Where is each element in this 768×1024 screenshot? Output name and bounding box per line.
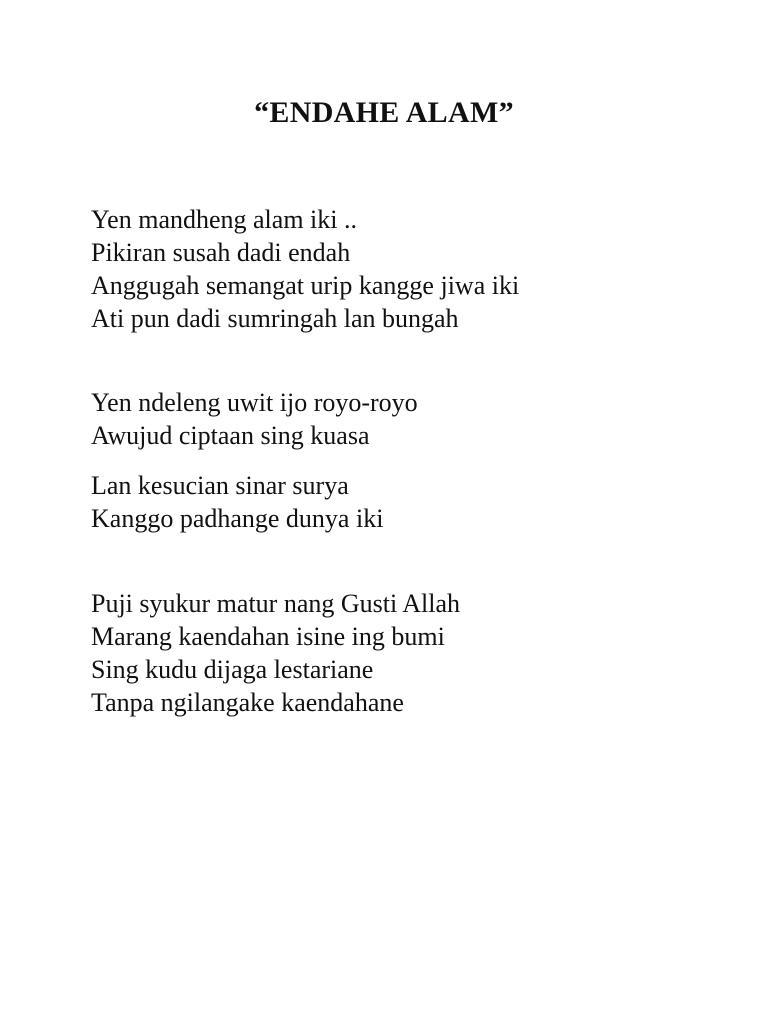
poem-line: Lan kesucian sinar surya xyxy=(91,471,349,500)
stanza-1 xyxy=(91,203,731,335)
stanza-4 xyxy=(91,587,731,719)
poem-line: Anggugah semangat urip kangge jiwa iki xyxy=(91,271,520,300)
stanza-3 xyxy=(91,469,731,535)
poem-line: Awujud ciptaan sing kuasa xyxy=(91,421,370,450)
poem-line: Puji syukur matur nang Gusti Allah xyxy=(91,589,461,618)
poem-line: Sing kudu dijaga lestariane xyxy=(91,655,374,684)
poem-line: Pikiran susah dadi endah xyxy=(91,238,351,267)
poem-line: Yen mandheng alam iki .. xyxy=(91,205,357,234)
poem-line: Kanggo padhange dunya iki xyxy=(91,504,384,533)
poem-line: Tanpa ngilangake kaendahane xyxy=(91,688,404,717)
stanza-2 xyxy=(91,386,731,452)
poem-title: “ENDAHE ALAM” xyxy=(254,96,514,129)
poem-line: Marang kaendahan isine ing bumi xyxy=(91,622,445,651)
poem-line: Yen ndeleng uwit ijo royo-royo xyxy=(91,388,418,417)
poem-line: Ati pun dadi sumringah lan bungah xyxy=(91,304,459,333)
